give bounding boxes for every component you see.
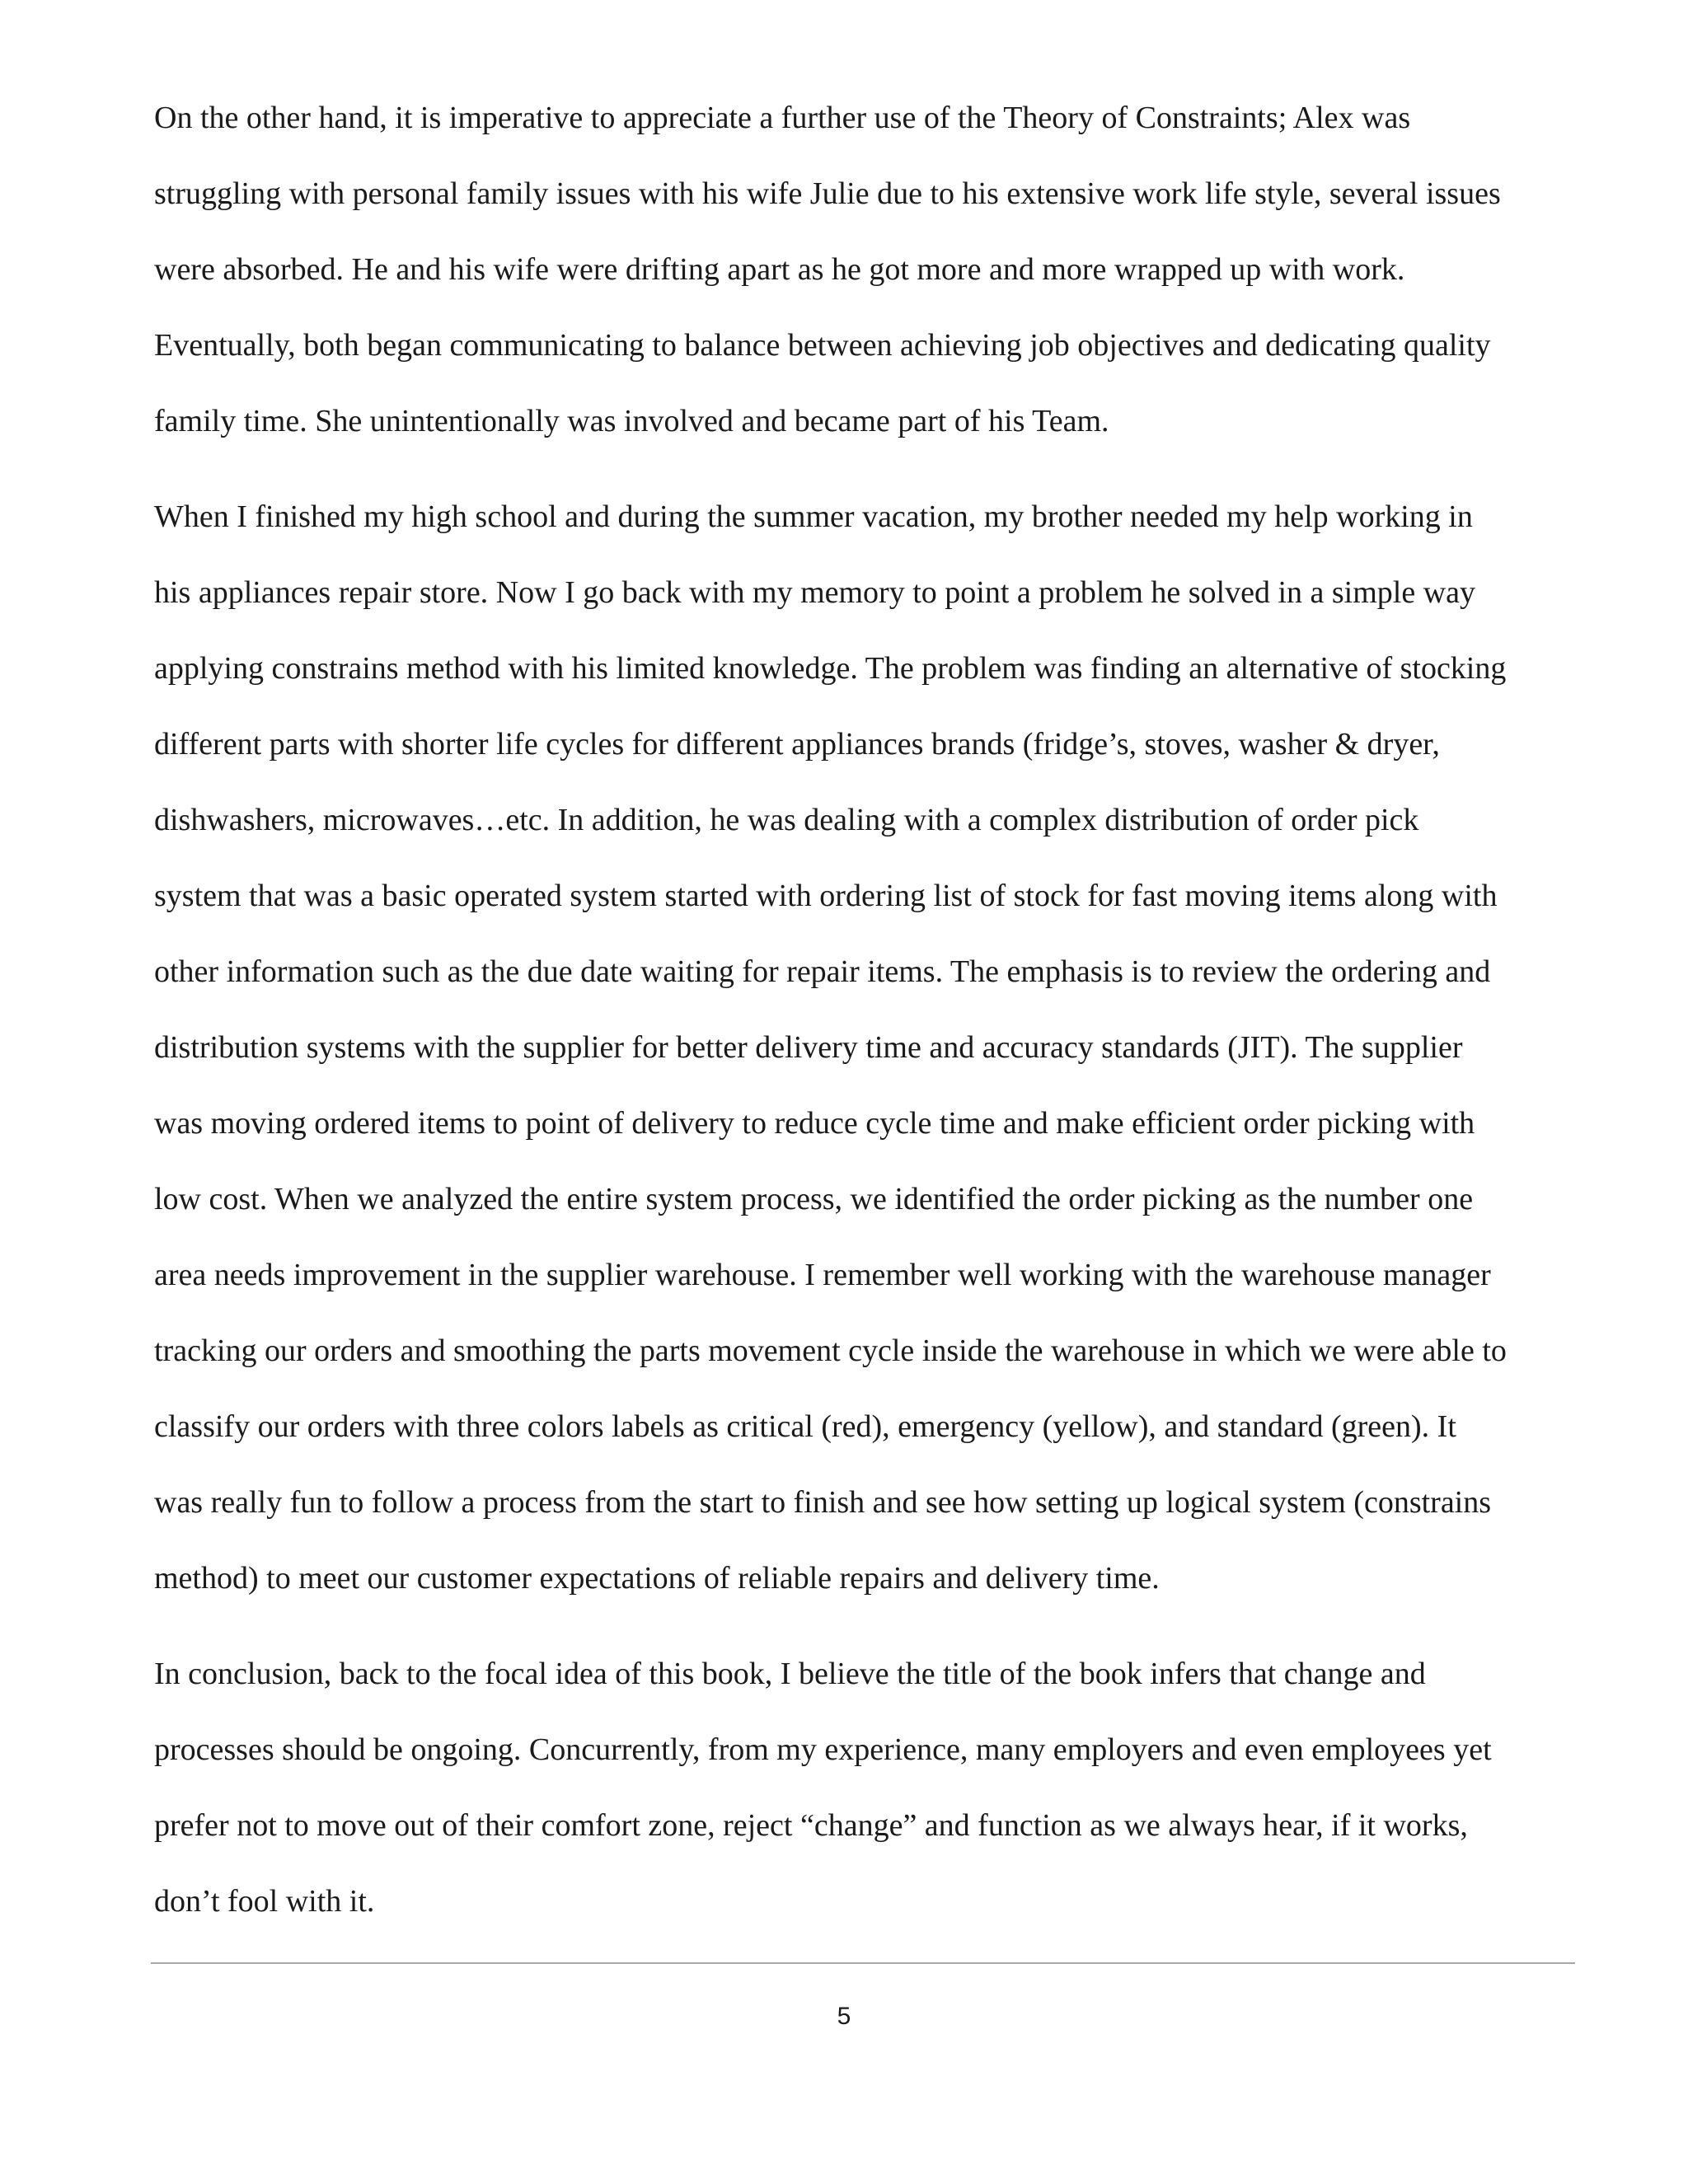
text-line: In conclusion, back to the focal idea of this book, I believe the title of the book infers that change and bbox=[154, 1657, 1426, 1691]
text-line: were absorbed. He and his wife were drifting apart as he got more and more wrapped up with work. bbox=[154, 252, 1405, 287]
text-line: his appliances repair store. Now I go back with my memory to point a problem he solved in a simple way bbox=[154, 575, 1476, 610]
footer-divider bbox=[151, 1962, 1575, 1964]
text-line: was really fun to follow a process from the start to finish and see how setting up logical system (constrains bbox=[154, 1485, 1492, 1520]
text-line: area needs improvement in the supplier warehouse. I remember well working with the warehouse manager bbox=[154, 1258, 1491, 1292]
text-line: struggling with personal family issues with his wife Julie due to his extensive work life style, several issues bbox=[154, 176, 1501, 211]
text-line: When I finished my high school and during the summer vacation, my brother needed my help working in bbox=[154, 499, 1473, 534]
text-line: distribution systems with the supplier for better delivery time and accuracy standards (JIT). The supplier bbox=[154, 1030, 1463, 1065]
text-line: family time. She unintentionally was involved and became part of his Team. bbox=[154, 404, 1109, 438]
text-line: method) to meet our customer expectations of reliable repairs and delivery time. bbox=[154, 1561, 1160, 1596]
text-line: On the other hand, it is imperative to appreciate a further use of the Theory of Constraints; Alex was bbox=[154, 101, 1411, 135]
text-line: low cost. When we analyzed the entire system process, we identified the order picking as the number one bbox=[154, 1182, 1474, 1216]
text-line: applying constrains method with his limited knowledge. The problem was finding an alternative of stocking bbox=[154, 651, 1507, 686]
text-line: Eventually, both began communicating to balance between achieving job objectives and dedicating quality bbox=[154, 328, 1491, 363]
text-line: prefer not to move out of their comfort zone, reject “change” and function as we always hear, if it works, bbox=[154, 1808, 1468, 1843]
text-line: dishwashers, microwaves…etc. In addition, he was dealing with a complex distribution of order pick bbox=[154, 803, 1419, 837]
paragraph-conclusion bbox=[154, 1645, 1576, 1948]
text-line: don’t fool with it. bbox=[154, 1884, 375, 1919]
text-line: processes should be ongoing. Concurrently, from my experience, many employers and even employees yet bbox=[154, 1732, 1492, 1767]
text-line: other information such as the due date waiting for repair items. The emphasis is to review the ordering and bbox=[154, 954, 1491, 989]
text-line: classify our orders with three colors labels as critical (red), emergency (yellow), and standard (green). It bbox=[154, 1409, 1456, 1444]
text-line: was moving ordered items to point of delivery to reduce cycle time and make efficient order picking with bbox=[154, 1106, 1475, 1141]
paragraph-appliance-repair-story bbox=[154, 488, 1576, 1625]
paragraph-theory-of-constraints bbox=[154, 89, 1576, 468]
text-line: tracking our orders and smoothing the parts movement cycle inside the warehouse in which we were able to bbox=[154, 1333, 1507, 1368]
text-line: system that was a basic operated system started with ordering list of stock for fast moving items along with bbox=[154, 879, 1498, 913]
text-line: different parts with shorter life cycles for different appliances brands (fridge’s, stoves, washer & dryer, bbox=[154, 727, 1440, 762]
body-text bbox=[154, 89, 1576, 1968]
page-number: 5 bbox=[837, 2003, 851, 2030]
